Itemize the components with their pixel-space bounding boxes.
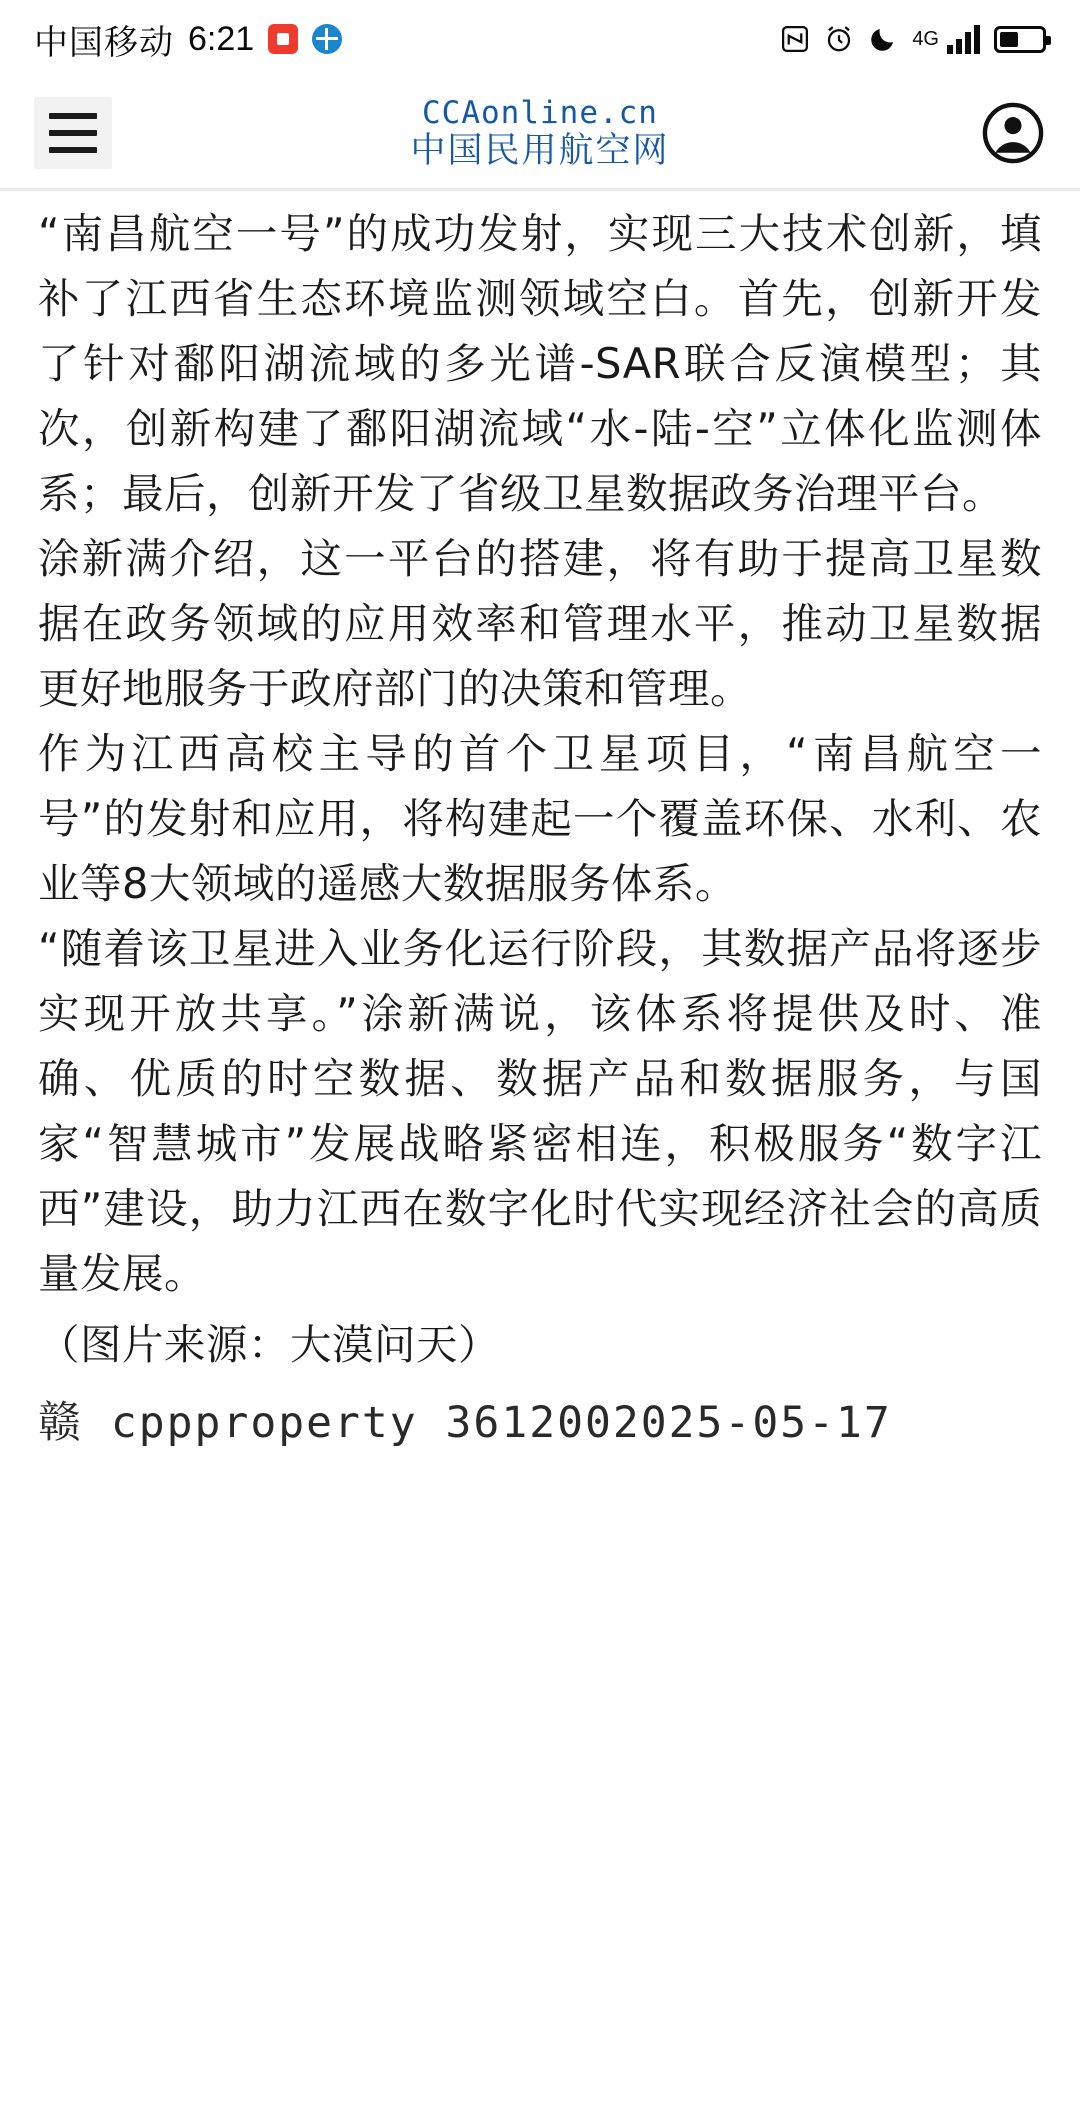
article-paragraph: “南昌航空一号”的成功发射，实现三大技术创新，填补了江西省生态环境监测领域空白。首先，创新开发了针对鄱阳湖流域的多光谱-SAR联合反演模型；其次，创新构建了鄱阳湖流域“水-陆-空”立体化监测体系；最后，创新开发了省级卫星数据政务治理平台。 bbox=[38, 209, 1042, 518]
clock-label: 6:21 bbox=[188, 19, 255, 58]
status-bar bbox=[0, 0, 1080, 78]
article-paragraph: 作为江西高校主导的首个卫星项目，“南昌航空一号”的发射和应用，将构建起一个覆盖环保、水利、农业等8大领域的遥感大数据服务体系。 bbox=[38, 729, 1042, 908]
article-body bbox=[0, 191, 1080, 1456]
site-header bbox=[0, 78, 1080, 188]
image-source-label: （图片来源：大漠问天） bbox=[38, 1320, 501, 1369]
signal-bars-icon bbox=[947, 24, 980, 54]
network-type-label: 4G bbox=[912, 28, 939, 50]
alarm-icon bbox=[824, 24, 854, 54]
brand-english-label: CCAonline.cn bbox=[422, 95, 658, 132]
status-bar-left bbox=[34, 15, 342, 64]
brand-chinese-label: 中国民用航空网 bbox=[410, 130, 670, 170]
battery-icon bbox=[994, 26, 1046, 53]
hamburger-menu-icon[interactable] bbox=[34, 97, 112, 169]
account-circle-icon[interactable] bbox=[980, 100, 1046, 166]
do-not-disturb-moon-icon bbox=[868, 24, 898, 54]
article-footer-cutoff-text: 赣 cppproperty 3612002025-05-17 bbox=[38, 1398, 892, 1448]
article-paragraph: “随着该卫星进入业务化运行阶段，其数据产品将逐步实现开放共享。”涂新满说，该体系将提供及时、准确、优质的时空数据、数据产品和数据服务，与国家“智慧城市”发展战略紧密相连，积极服务“数字江西”建设，助力江西在数字化时代实现经济社会的高质量发展。 bbox=[38, 924, 1042, 1298]
site-brand[interactable] bbox=[410, 96, 669, 170]
status-bar-right bbox=[780, 24, 1046, 54]
nfc-icon bbox=[780, 24, 810, 54]
notification-browser-icon bbox=[312, 24, 342, 54]
notification-app-icon bbox=[268, 24, 298, 54]
article-paragraph: 涂新满介绍，这一平台的搭建，将有助于提高卫星数据在政务领域的应用效率和管理水平，推动卫星数据更好地服务于政府部门的决策和管理。 bbox=[38, 534, 1042, 713]
carrier-label: 中国移动 bbox=[34, 23, 174, 62]
